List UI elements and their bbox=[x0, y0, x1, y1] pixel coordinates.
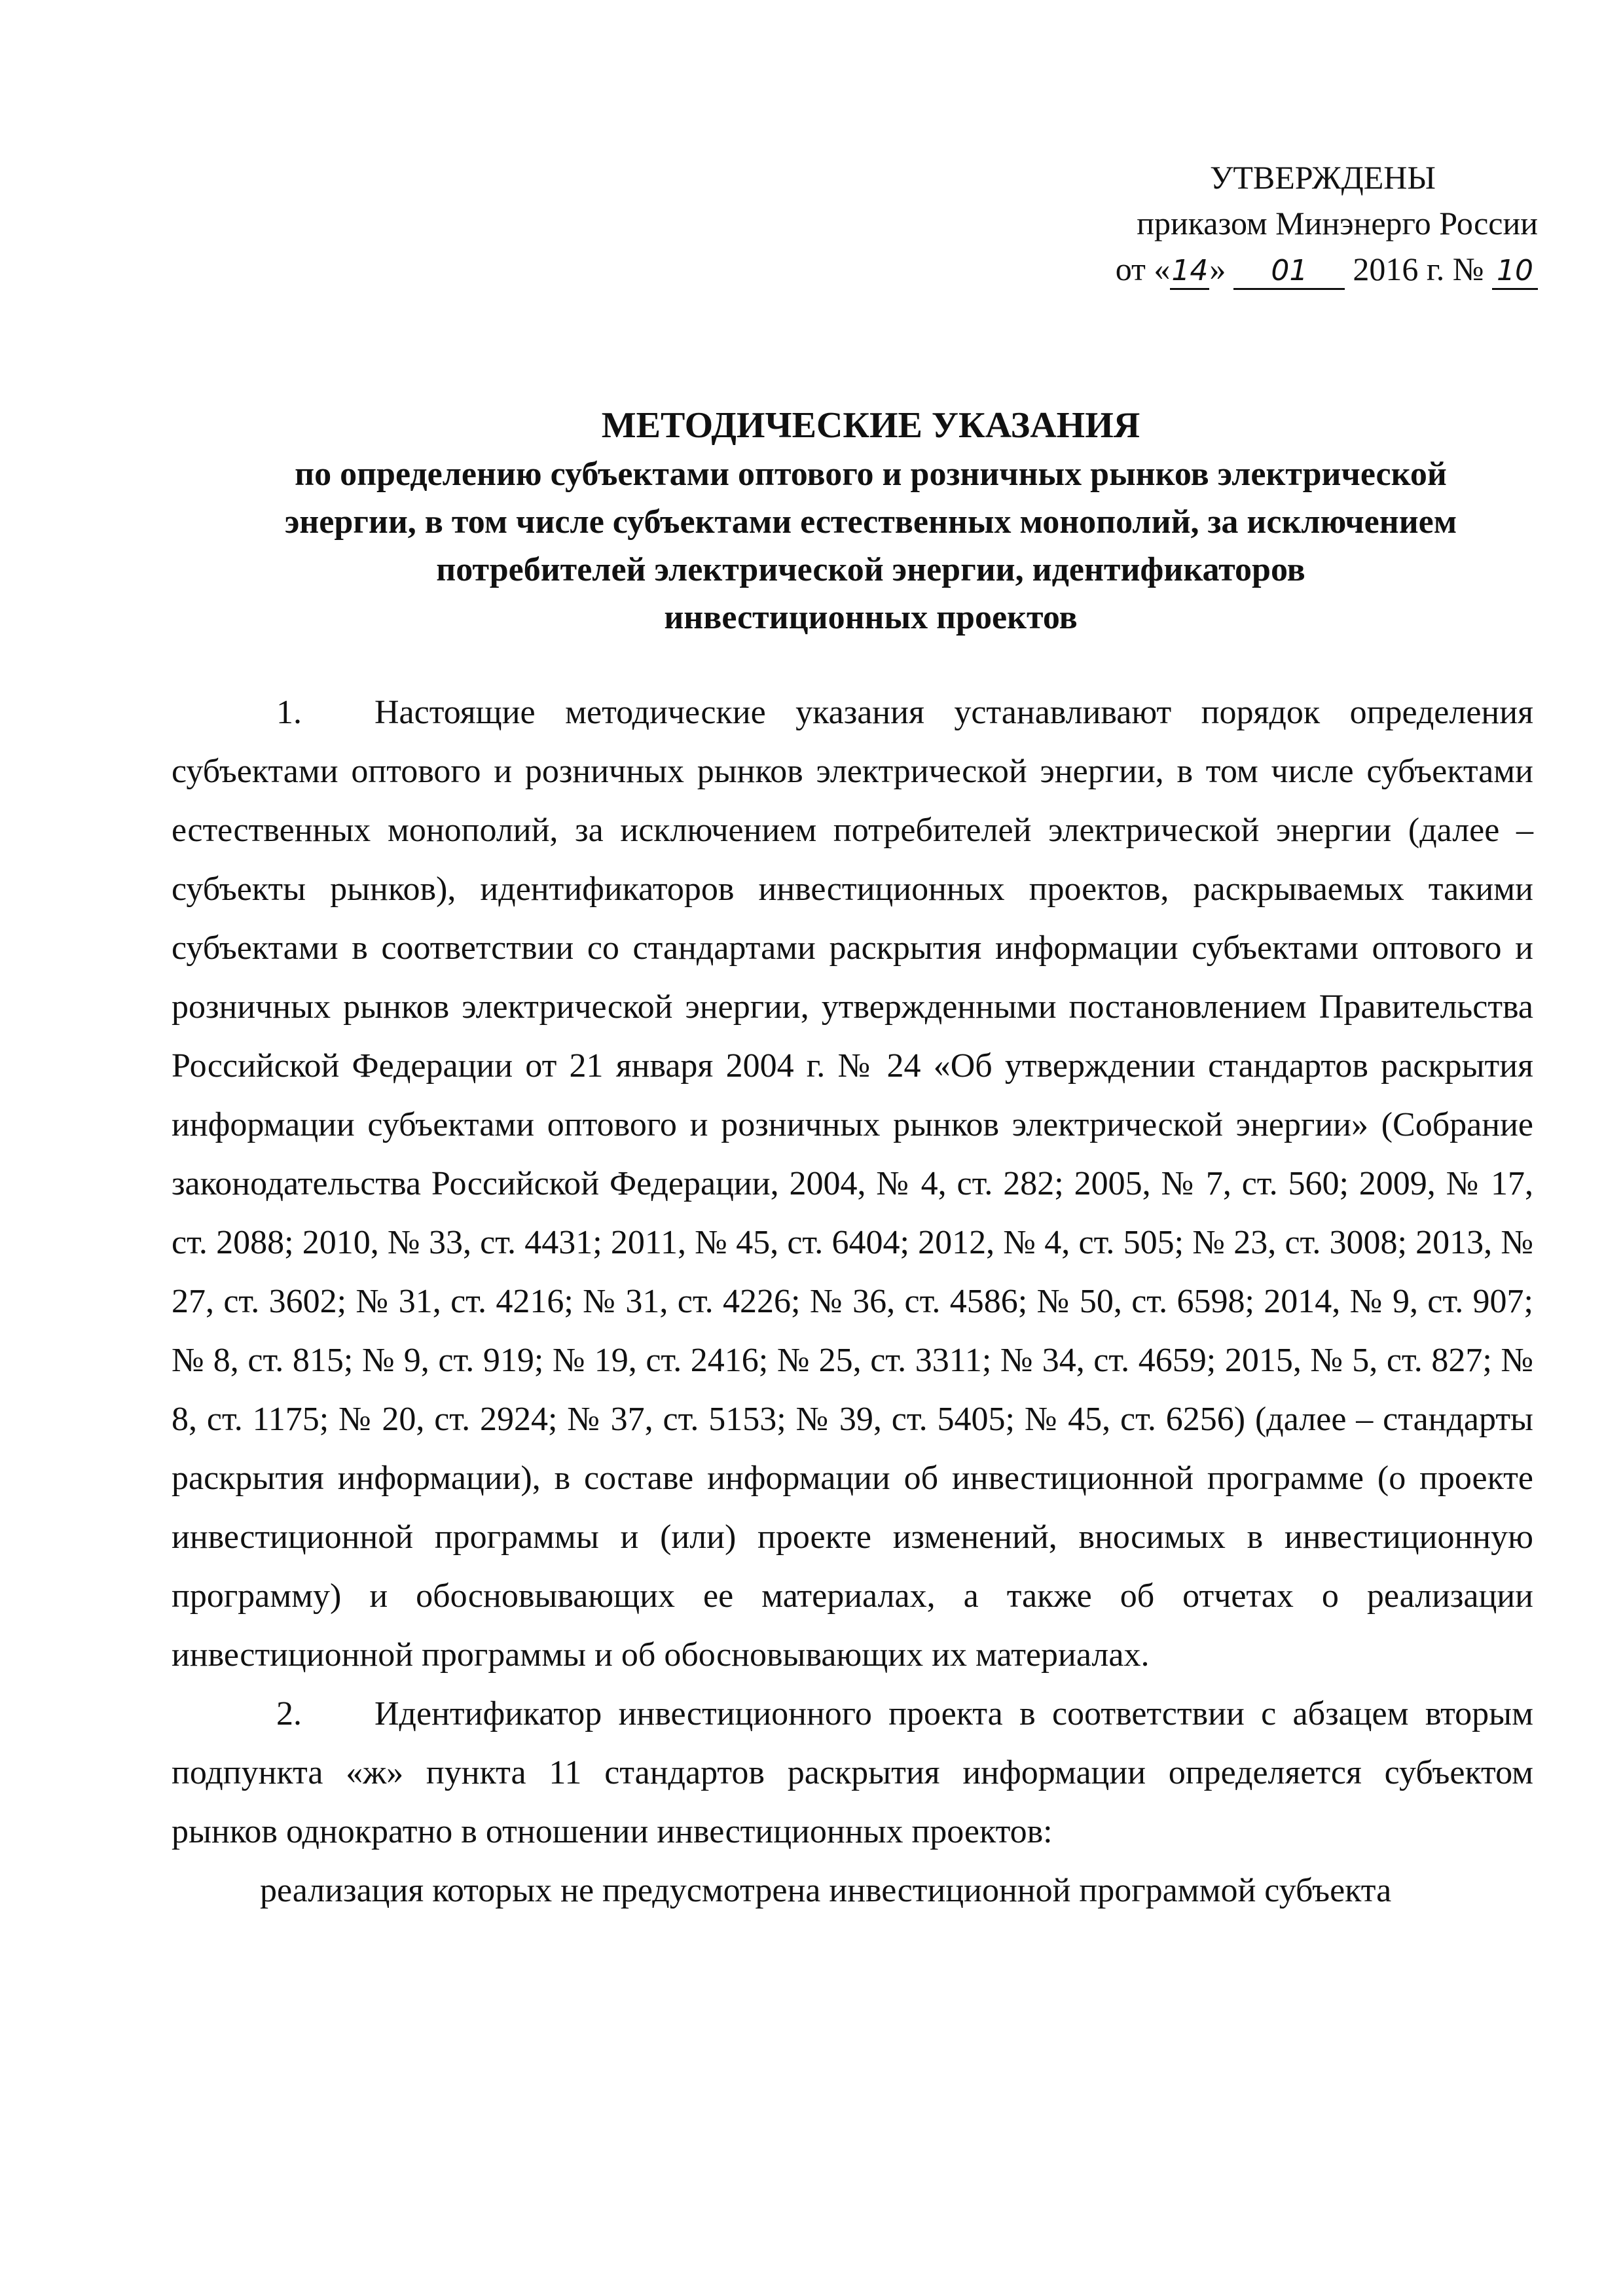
paragraph-number: 2. bbox=[276, 1695, 302, 1732]
heading-line-2: энергии, в том числе субъектами естественных монополий, за исключением bbox=[284, 503, 1457, 541]
date-mid: » bbox=[1209, 251, 1226, 287]
heading-line-4: инвестиционных проектов bbox=[664, 599, 1078, 636]
paragraph-continuation: реализация которых не предусмотрена инвестиционной программой субъекта bbox=[260, 1872, 1392, 1909]
approval-order-line: приказом Минэнерго России bbox=[1137, 205, 1538, 242]
date-year: 2016 г. № bbox=[1353, 251, 1484, 287]
paragraph-text: Идентификатор инвестиционного проекта в соответствии с абзацем вторым подпункта «ж» пункта 11 стандартов раскрытия информации определяется субъектом рынков однократно в отношении инвестиционных проектов: bbox=[172, 1695, 1533, 1850]
document-heading bbox=[170, 401, 1571, 641]
heading-line-1: по определению субъектами оптового и розничных рынков электрической bbox=[295, 456, 1447, 493]
handwritten-day: 14 bbox=[1170, 254, 1209, 290]
paragraph-2 bbox=[172, 1685, 1533, 1861]
paragraph-text: Настоящие методические указания устанавливают порядок определения субъектами оптового и розничных рынков электрической энергии, в том числе субъектами естественных монополий, за исключением потребителей электрической энергии (далее – субъекты рынков), идентификаторов инвестиционных проектов, раскрываемых такими субъектами в соответствии со стандартами раскрытия информации субъектами оптового и розничных рынков электрической энергии, утвержденными постановлением Правительства Российской Федерации от 21 января 2004 г. № 24 «Об утверждении стандартов раскрытия информации субъектами оптового и розничных рынков электрической энергии» (Собрание законодательства Российской Федерации, 2004, № 4, ст. 282; 2005, № 7, ст. 560; 2009, № 17, ст. 2088; 2010, № 33, ст. 4431; 2011, № 45, ст. 6404; 2012, № 4, ст. 505; № 23, ст. 3008; 2013, № 27, ст. 3602; № 31, ст. 4216; № 31, ст. 4226; № 36, ст. 4586; № 50, ст. 6598; 2014, № 9, ст. 907; № 8, ст. 815; № 9, ст. 919; № 19, ст. 2416; № 25, ст. 3311; № 34, ст. 4659; 2015, № 5, ст. 827; № 8, ст. 1175; № 20, ст. 2924; № 37, ст. 5153; № 39, ст. 5405; № 45, ст. 6256) (далее – стандарты раскрытия информации), в составе информации об инвестиционной программе (о проекте инвестиционной программы и (или) проекте изменений, вносимых в инвестиционную программу) и обосновывающих ее материалах, а также об отчетах о реализации инвестиционной программы и об обосновывающих их материалах. bbox=[172, 694, 1533, 1674]
heading-line-3: потребителей электрической энергии, идентификаторов bbox=[436, 551, 1305, 588]
approval-block bbox=[949, 154, 1538, 292]
paragraph-number: 1. bbox=[276, 694, 302, 731]
approval-date-line bbox=[949, 246, 1538, 292]
approval-title: УТВЕРЖДЕНЫ bbox=[1209, 159, 1436, 196]
handwritten-month: 01 bbox=[1233, 254, 1345, 290]
date-prefix: от « bbox=[1115, 251, 1171, 287]
paragraph-1 bbox=[172, 683, 1533, 1685]
document-body bbox=[172, 683, 1533, 1920]
document-title: МЕТОДИЧЕСКИЕ УКАЗАНИЯ bbox=[601, 405, 1140, 446]
handwritten-order-number: 10 bbox=[1492, 254, 1538, 290]
